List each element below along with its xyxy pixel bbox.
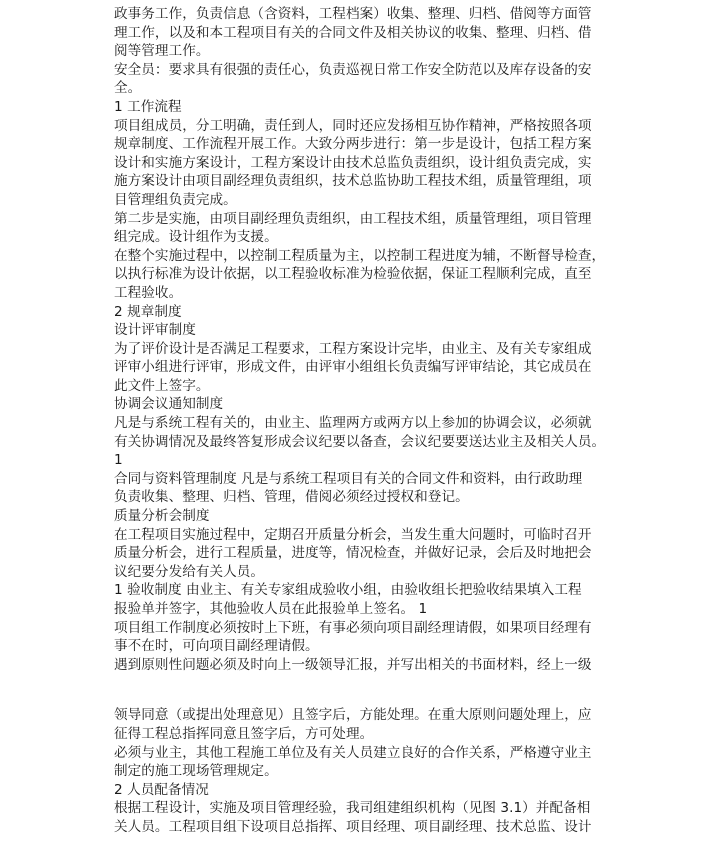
text-line: 组完成。设计组作为支援。 [114,229,278,246]
text-line: 施方案设计由项目副经理负责组织，技术总监协助工程技术组，质量管理组，项 [114,173,592,190]
text-line: 质量分析会，进行工程质量，进度等，情况检查，并做好记录，会后及时地把会 [114,545,592,562]
text-block-bottom [114,706,617,836]
text-line: 征得工程总指挥同意且签字后，方可处理。 [114,725,374,742]
text-line: 为了评价设计是否满足工程要求，工程方案设计完毕，由业主、及有关专家组成 [114,340,592,357]
text-line: 工程验收。 [114,284,183,301]
text-block-top [114,5,617,674]
text-line: 遇到原则性问题必须及时向上一级领导汇报，并写出相关的书面材料，经上一级 [114,656,592,673]
text-line: 领导同意（或提出处理意见）且签字后，方能处理。在重大原则问题处理上，应 [114,707,592,724]
text-line: 合同与资料管理制度 凡是与系统工程项目有关的合同文件和资料，由行政助理 [114,470,583,487]
text-line: 项目组工作制度必须按时上下班，有事必须向项目副经理请假，如果项目经理有 [114,619,592,636]
text-line: 议纪要分发给有关人员。 [114,563,265,580]
text-line: 质量分析会制度 [114,508,210,525]
text-line: 事不在时，可向项目副经理请假。 [114,638,319,655]
text-line: 在整个实施过程中，以控制工程质量为主，以控制工程进度为辅，不断督导检查， [114,247,606,264]
text-line: 1 验收制度 由业主、有关专家组成验收小组，由验收组长把验收结果填入工程 [114,582,582,599]
text-line: 报验单并签字，其他验收人员在此报验单上签名。 1 [114,601,428,617]
text-line: 项目组成员，分工明确，责任到人，同时还应发扬相互协作精神，严格按照各项 [114,117,592,134]
text-line: 关人员。工程项目组下设项目总指挥、项目经理、项目副经理、技术总监、设计 [114,818,592,835]
text-line: 理工作，以及和本工程项目有关的合同文件及相关协议的收集、整理、归档、借 [114,24,592,41]
page-break-gap [114,674,617,706]
text-line: 1 工作流程 [114,98,182,115]
text-line: 1 [114,452,123,469]
text-line: 阅等管理工作。 [114,43,210,60]
text-line: 政事务工作，负责信息（含资料，工程档案）收集、整理、归档、借阅等方面管 [114,6,592,22]
text-line: 全。 [114,80,142,97]
text-line: 2 人员配备情况 [114,781,209,798]
text-line: 负责收集、整理、归档、管理，借阅必须经过授权和登记。 [114,489,469,506]
document-body [114,5,617,837]
text-line: 协调会议通知制度 [114,396,224,413]
text-line: 必须与业主，其他工程施工单位及有关人员建立良好的合作关系，严格遵守业主 [114,744,592,761]
text-line: 目管理组负责完成。 [114,191,237,208]
text-line: 有关协调情况及最终答复形成会议纪要以备查，会议纪要要送达业主及相关人员。 [114,433,606,450]
text-line: 以执行标准为设计依据，以工程验收标准为检验依据，保证工程顺利完成，直至 [114,266,592,283]
text-line: 第二步是实施，由项目副经理负责组织，由工程技术组，质量管理组，项目管理 [114,210,592,227]
text-line: 制定的施工现场管理规定。 [114,763,278,780]
text-line: 设计和实施方案设计，工程方案设计由技术总监负责组织，设计组负责完成，实 [114,154,592,171]
text-line: 此文件上签字。 [114,377,210,394]
text-line: 安全员：要求具有很强的责任心，负责巡视日常工作安全防范以及库存设备的安 [114,61,592,78]
text-line: 凡是与系统工程有关的，由业主、监理两方或两方以上参加的协调会议，必须就 [114,415,592,432]
text-line: 2 规章制度 [114,303,182,320]
text-line: 在工程项目实施过程中，定期召开质量分析会，当发生重大问题时，可临时召开 [114,526,592,543]
text-line: 根据工程设计，实施及项目管理经验，我司组建组织机构（见图 3.1）并配备相 [114,800,591,817]
text-line: 设计评审制度 [114,322,196,339]
text-line: 评审小组进行评审，形成文件，由评审小组组长负责编写评审结论，其它成员在 [114,359,592,376]
text-line: 规章制度、工作流程开展工作。大致分两步进行：第一步是设计，包括工程方案 [114,136,592,153]
